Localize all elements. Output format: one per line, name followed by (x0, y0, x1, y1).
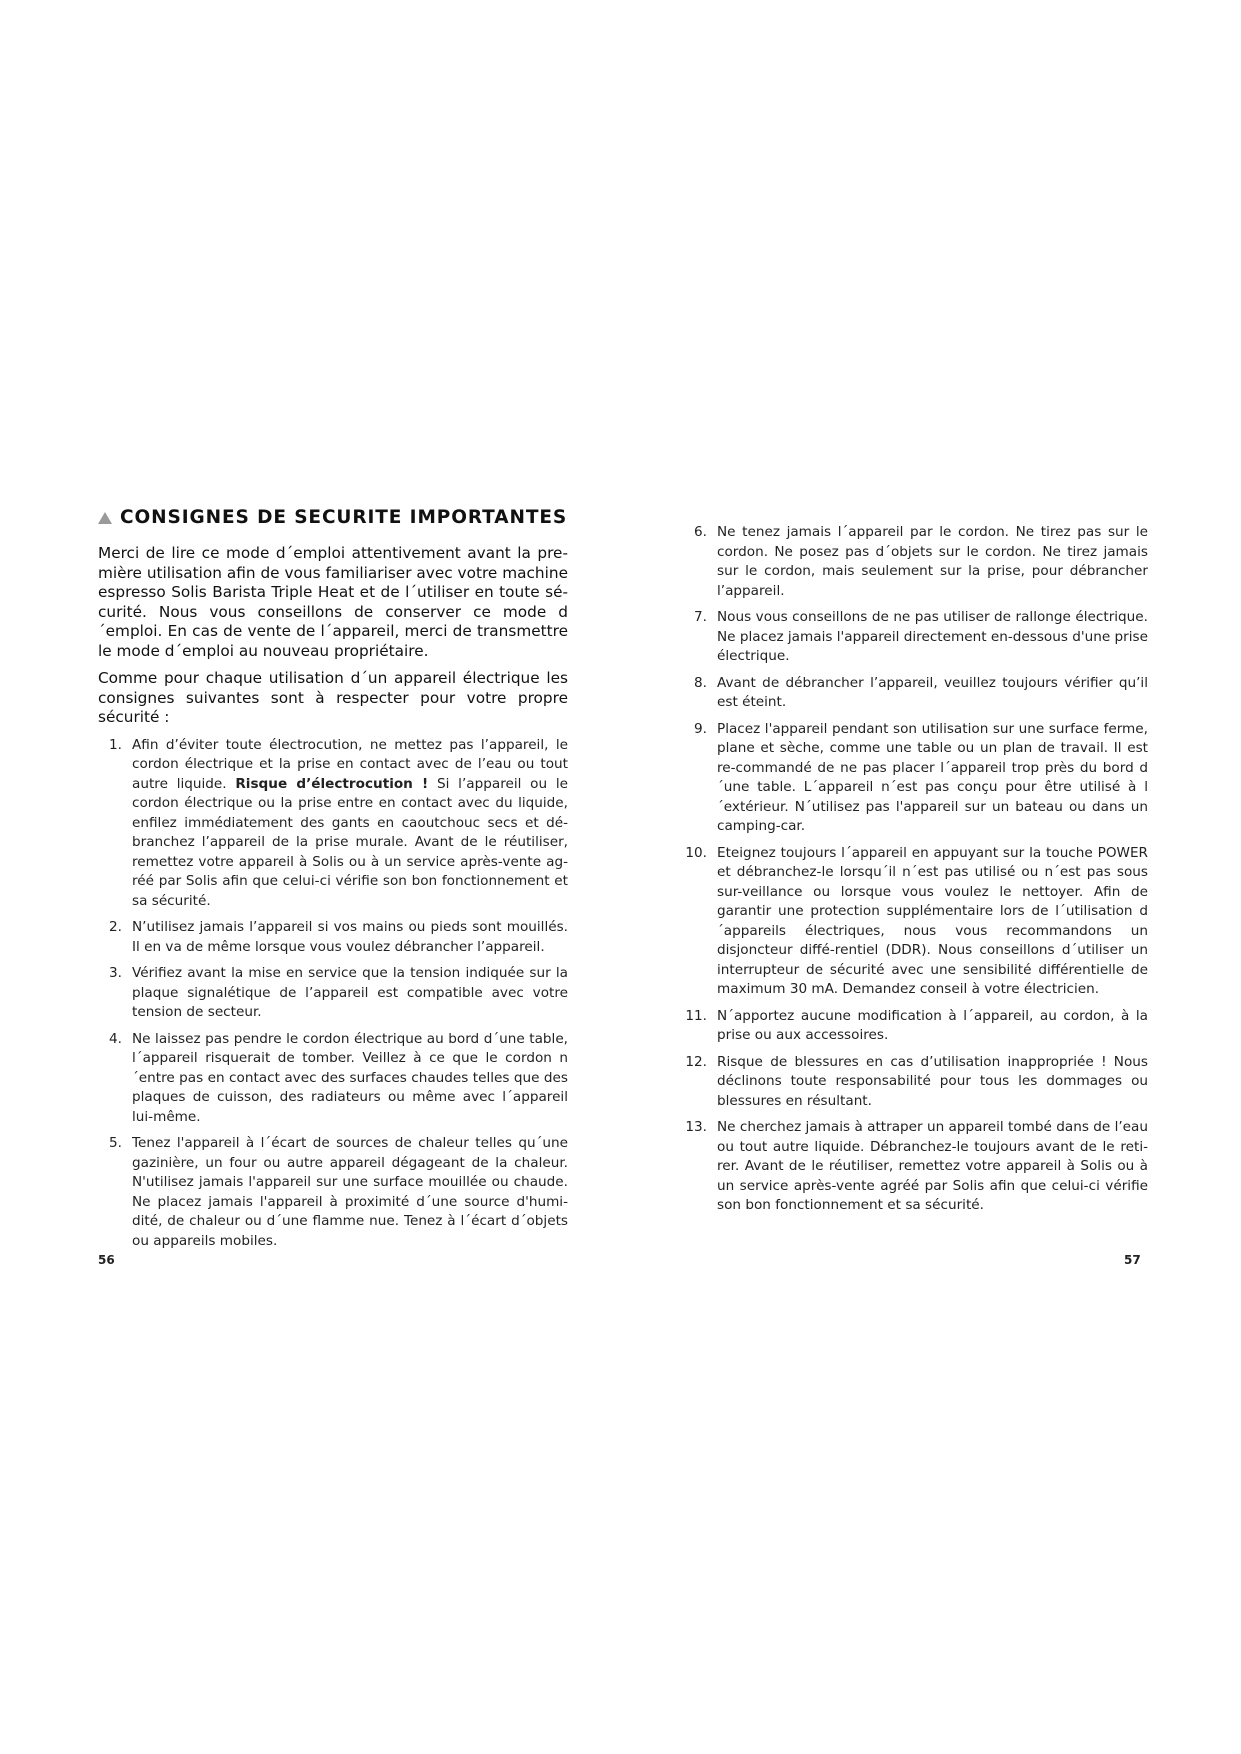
item-text (132, 736, 568, 912)
list-item (683, 1118, 1148, 1216)
item-number: 7. (694, 609, 707, 625)
section-heading (98, 507, 568, 528)
item-number: 6. (694, 524, 707, 540)
item-number: 10. (685, 844, 707, 861)
intro-paragraph: Merci de lire ce mode d´emploi attentivement avant la pre-mière utilisation afin de vous familiariser avec votre machine espresso Solis Barista Triple Heat et de l´utiliser en toute sé-curité. Nous vous conseillons de conserver ce mode d´emploi. En cas de vente de l´appareil, merci de transmettre le mode d´emploi au nouveau propriétaire. (98, 544, 568, 660)
item-text: Ne tenez jamais l´appareil par le cordon. Ne tirez pas sur le cordon. Ne posez pas d´objets sur le cordon. Ne tirez jamais sur le cordon, mais seulement sur la prise, pour débrancher l’appareil. (717, 524, 1148, 599)
item-text: Tenez l'appareil à l´écart de sources de chaleur telles qu´une gazinière, un four ou autre appareil dégageant de la chaleur. N'utilisez jamais l'appareil sur une surface mouillée ou chaude. Ne placez jamais l'appareil à proximité d´une source d'humi-dité, de chaleur ou d´une flamme nue. Tenez à l´écart d´objets ou appareils mobiles. (132, 1135, 568, 1249)
warning-triangle-icon (98, 512, 112, 524)
list-item (98, 964, 568, 1023)
list-item (683, 844, 1148, 1000)
item-text: Placez l'appareil pendant son utilisation sur une surface ferme, plane et sèche, comme une table ou un plan de travail. Il est re-commandé de ne pas placer l´appareil trop près du bord d´une table. L´appareil n´est pas conçu pour être utilisé à l´extérieur. N´utilisez pas l'appareil sur un bateau ou dans un camping-car. (717, 720, 1148, 834)
item-text: Ne laissez pas pendre le cordon électrique au bord d´une table, l´appareil risquerait de tomber. Veillez à ce que le cordon n´entre pas en contact avec des surfaces chaudes telles que des plaques de cuisson, des radiateurs ou même avec l´appareil lui-même. (132, 1030, 568, 1125)
list-item (98, 1134, 568, 1251)
item-number: 13. (685, 1119, 707, 1135)
item-number: 12. (685, 1053, 707, 1070)
right-page (683, 523, 1148, 1223)
item-text: Vérifiez avant la mise en service que la tension indiquée sur la plaque signalétique de l’appareil est compatible avec votre tension de secteur. (132, 965, 568, 1020)
item-text: Nous vous conseillons de ne pas utiliser de rallonge électrique. Ne placez jamais l'appareil directement en-dessous d'une prise électrique. (717, 609, 1148, 664)
item-text: Risque de blessures en cas d’utilisation inappropriée ! Nous déclinons toute responsabilité pour tous les dommages ou blessures en résultant. (717, 1053, 1148, 1109)
item-number: 5. (109, 1135, 122, 1151)
intro-safety-paragraph: Comme pour chaque utilisation d´un appareil électrique les consignes suivantes sont à respecter pour votre propre sécurité : (98, 669, 568, 726)
list-item (683, 523, 1148, 601)
item-number: 4. (109, 1030, 122, 1047)
safety-list-left (98, 736, 568, 1252)
page-number-right: 57 (1124, 1253, 1141, 1267)
list-item (98, 736, 568, 912)
list-item (683, 720, 1148, 837)
left-page (98, 507, 568, 1258)
item-number: 1. (109, 736, 122, 753)
item-number: 9. (694, 720, 707, 737)
list-item (98, 1030, 568, 1128)
section-title: CONSIGNES DE SECURITE IMPORTANTES (120, 507, 568, 528)
item-number: 8. (694, 674, 707, 691)
list-item (683, 674, 1148, 713)
item-text: Eteignez toujours l´appareil en appuyant sur la touche POWER et débranchez-le lorsqu´il n´est pas utilisé ou n´est pas sous sur-veillance ou lorsque vous voulez le nettoyer. Afin de garantir une protection supplémentaire lors de l´utilisation d´appareils électriques, nous vous recommandons un disjoncteur diffé-rentiel (DDR). Nous conseillons d´utiliser un interrupteur de sécurité avec une sensibilité différentielle de maximum 30 mA. Demandez conseil à votre électricien. (717, 844, 1148, 997)
item-text: N’utilisez jamais l’appareil si vos mains ou pieds sont mouillés. Il en va de même lorsque vous voulez débrancher l’appareil. (132, 919, 568, 955)
item-text: N´apportez aucune modification à l´appareil, au cordon, à la prise ou aux accessoires. (717, 1007, 1148, 1043)
item-number: 11. (685, 1007, 707, 1024)
item-text: Ne cherchez jamais à attraper un appareil tombé dans de l’eau ou tout autre liquide. Débranchez-le toujours avant de le reti-rer. Avant de le réutiliser, remettez votre appareil à Solis ou à un service après-vente agréé par Solis afin que celui-ci vérifie son bon fonctionnement et sa sécurité. (717, 1119, 1148, 1213)
item-number: 3. (109, 965, 122, 981)
list-item (683, 1053, 1148, 1112)
list-item (683, 608, 1148, 667)
item-text-part: Si l’appareil ou le cordon électrique ou la prise entre en contact avec du liquide, enfilez immédiatement des gants en caoutchouc secs et dé-branchez l’appareil de la prise murale. Avant de le réutiliser, remettez votre appareil à Solis ou à un service après-vente ag-réé par Solis afin que celui-ci vérifie son bon fonctionnement et sa sécurité. (132, 775, 568, 909)
list-item (98, 918, 568, 957)
item-number: 2. (109, 919, 122, 935)
item-text: Avant de débrancher l’appareil, veuillez toujours vérifier qu’il est éteint. (717, 674, 1148, 710)
page-number-left: 56 (98, 1253, 115, 1267)
safety-list-right (683, 523, 1148, 1216)
item-text-part: Afin d’éviter toute électrocution, ne mettez pas l’appareil, le cordon électrique et la prise en contact avec de l’eau ou tout autre liquide. (132, 736, 568, 792)
electrocution-warning: Risque d’électrocution ! (235, 775, 429, 792)
list-item (683, 1007, 1148, 1046)
